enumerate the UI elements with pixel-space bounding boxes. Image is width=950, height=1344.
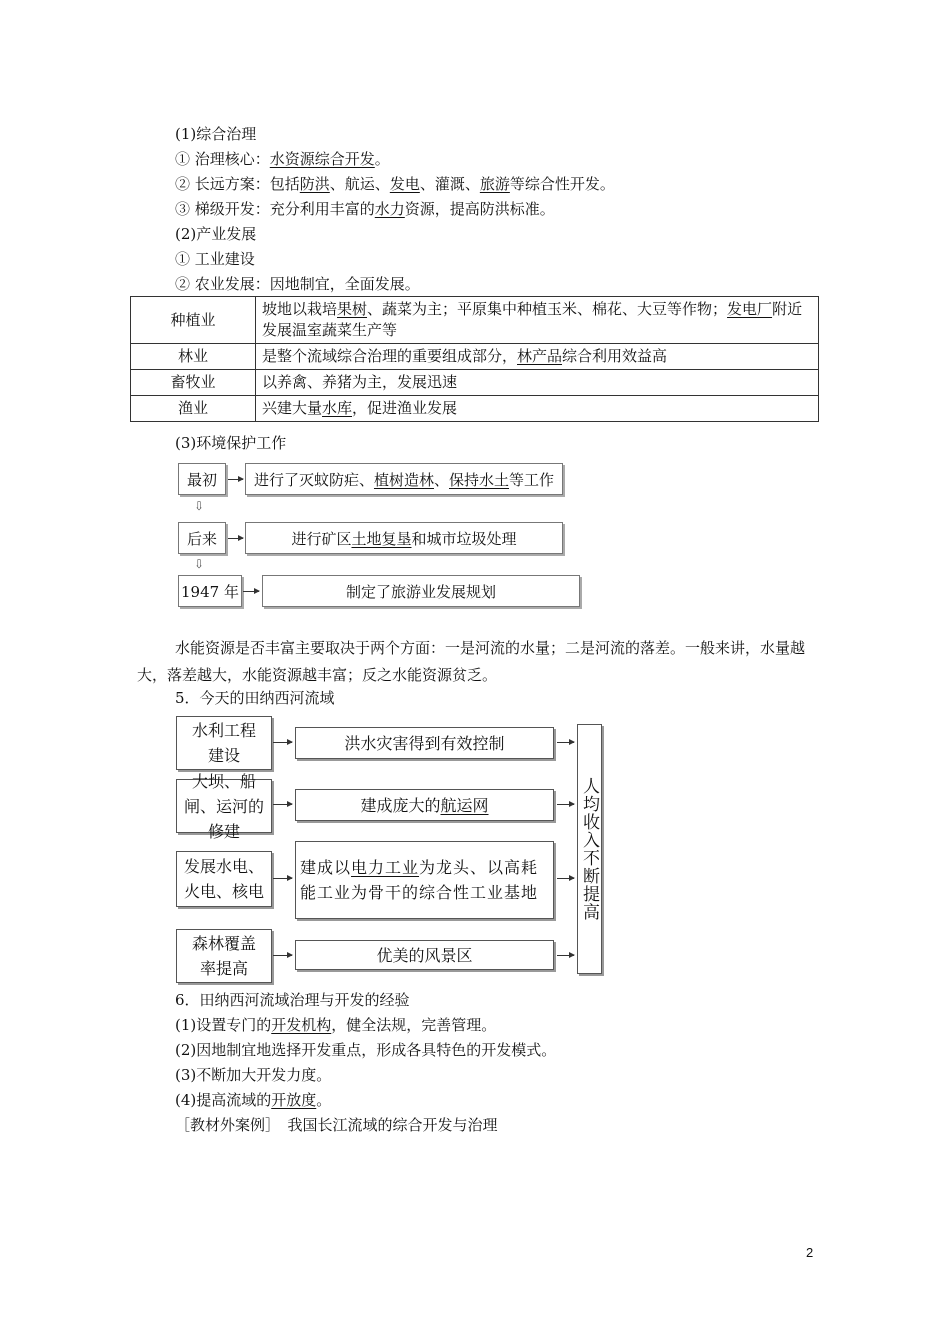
- table-value: 是整个流域综合治理的重要组成部分，林产品综合利用效益高: [256, 344, 819, 370]
- heading-environment: (3)环境保护工作: [175, 434, 287, 452]
- experience-item: (2)因地制宜地选择开发重点，形成各具特色的开发模式。: [175, 1041, 557, 1059]
- agriculture-table: [130, 296, 819, 422]
- table-row: [131, 344, 819, 370]
- stage-box: 最初: [178, 463, 226, 495]
- env-action-box: 制定了旅游业发展规划: [262, 575, 580, 607]
- table-value: 以养禽、养猪为主，发展迅速: [256, 370, 819, 396]
- arrow-right-icon: [228, 538, 243, 539]
- table-row: [131, 370, 819, 396]
- table-key: 畜牧业: [131, 370, 256, 396]
- table-value: 兴建大量水库，促进渔业发展: [256, 396, 819, 422]
- arrow-right-icon: [228, 479, 243, 480]
- table-row: [131, 396, 819, 422]
- arrow-down-icon: ⇩: [194, 499, 205, 513]
- stage-box: 后来: [178, 522, 226, 554]
- arrow-right-icon: [273, 804, 292, 805]
- stage-box: 1947 年: [178, 575, 242, 607]
- effect-box: 建成庞大的航运网: [295, 789, 554, 821]
- arrow-right-icon: [557, 742, 574, 743]
- arrow-right-icon: [557, 804, 574, 805]
- industry-item: ① 工业建设: [175, 250, 255, 268]
- heading-industry: (2)产业发展: [175, 225, 257, 243]
- arrow-right-icon: [557, 955, 574, 956]
- heading-section-6: 6．田纳西河流域治理与开发的经验: [175, 991, 410, 1009]
- experience-item: (4)提高流域的开放度。: [175, 1091, 332, 1109]
- cause-box: 大坝、船闸、运河的修建: [176, 779, 272, 833]
- cause-box: 发展水电、火电、核电: [176, 851, 272, 907]
- env-action-box: 进行了灭蚊防疟、植树造林、保持水土等工作: [245, 463, 563, 495]
- long-term-plan: ② 长远方案：包括防洪、航运、发电、灌溉、旅游等综合性开发。: [175, 175, 615, 193]
- extra-case: ［教材外案例］ 我国长江流域的综合开发与治理: [175, 1116, 498, 1134]
- result-box: 人均收入不断提高: [577, 724, 602, 974]
- effect-box: 建成以电力工业为龙头、以高耗能工业为骨干的综合性工业基地: [295, 841, 554, 919]
- cause-box: 森林覆盖率提高: [176, 929, 272, 983]
- table-key: 林业: [131, 344, 256, 370]
- cascade-development: ③ 梯级开发：充分利用丰富的水力资源，提高防洪标准。: [175, 200, 555, 218]
- arrow-down-icon: ⇩: [194, 557, 205, 571]
- table-value: 坡地以栽培果树、蔬菜为主；平原集中种植玉米、棉花、大豆等作物；发电厂附近发展温室蔬菜生产等: [256, 297, 819, 344]
- arrow-right-icon: [273, 742, 292, 743]
- experience-item: (3)不断加大开发力度。: [175, 1066, 332, 1084]
- effect-box: 优美的风景区: [295, 940, 554, 970]
- arrow-right-icon: [243, 591, 259, 592]
- table-key: 渔业: [131, 396, 256, 422]
- arrow-right-icon: [273, 878, 292, 879]
- arrow-right-icon: [273, 955, 292, 956]
- table-row: [131, 297, 819, 344]
- table-key: 种植业: [131, 297, 256, 344]
- experience-item: (1)设置专门的开发机构，健全法规，完善管理。: [175, 1016, 497, 1034]
- arrow-right-icon: [557, 878, 574, 879]
- note-paragraph: 水能资源是否丰富主要取决于两个方面：一是河流的水量；二是河流的落差。一般来讲，水量越大，落差越大，水能资源越丰富；反之水能资源贫乏。: [137, 639, 806, 684]
- agriculture-item: ② 农业发展：因地制宜，全面发展。: [175, 275, 420, 293]
- governance-core: ① 治理核心：水资源综合开发。: [175, 150, 390, 168]
- cause-box: 水利工程建设: [176, 716, 272, 770]
- page-number: 2: [806, 1245, 814, 1260]
- env-action-box: 进行矿区土地复垦和城市垃圾处理: [245, 522, 563, 554]
- heading-comprehensive: (1)综合治理: [175, 125, 257, 143]
- effect-box: 洪水灾害得到有效控制: [295, 727, 554, 759]
- heading-section-5: 5．今天的田纳西河流域: [175, 689, 335, 707]
